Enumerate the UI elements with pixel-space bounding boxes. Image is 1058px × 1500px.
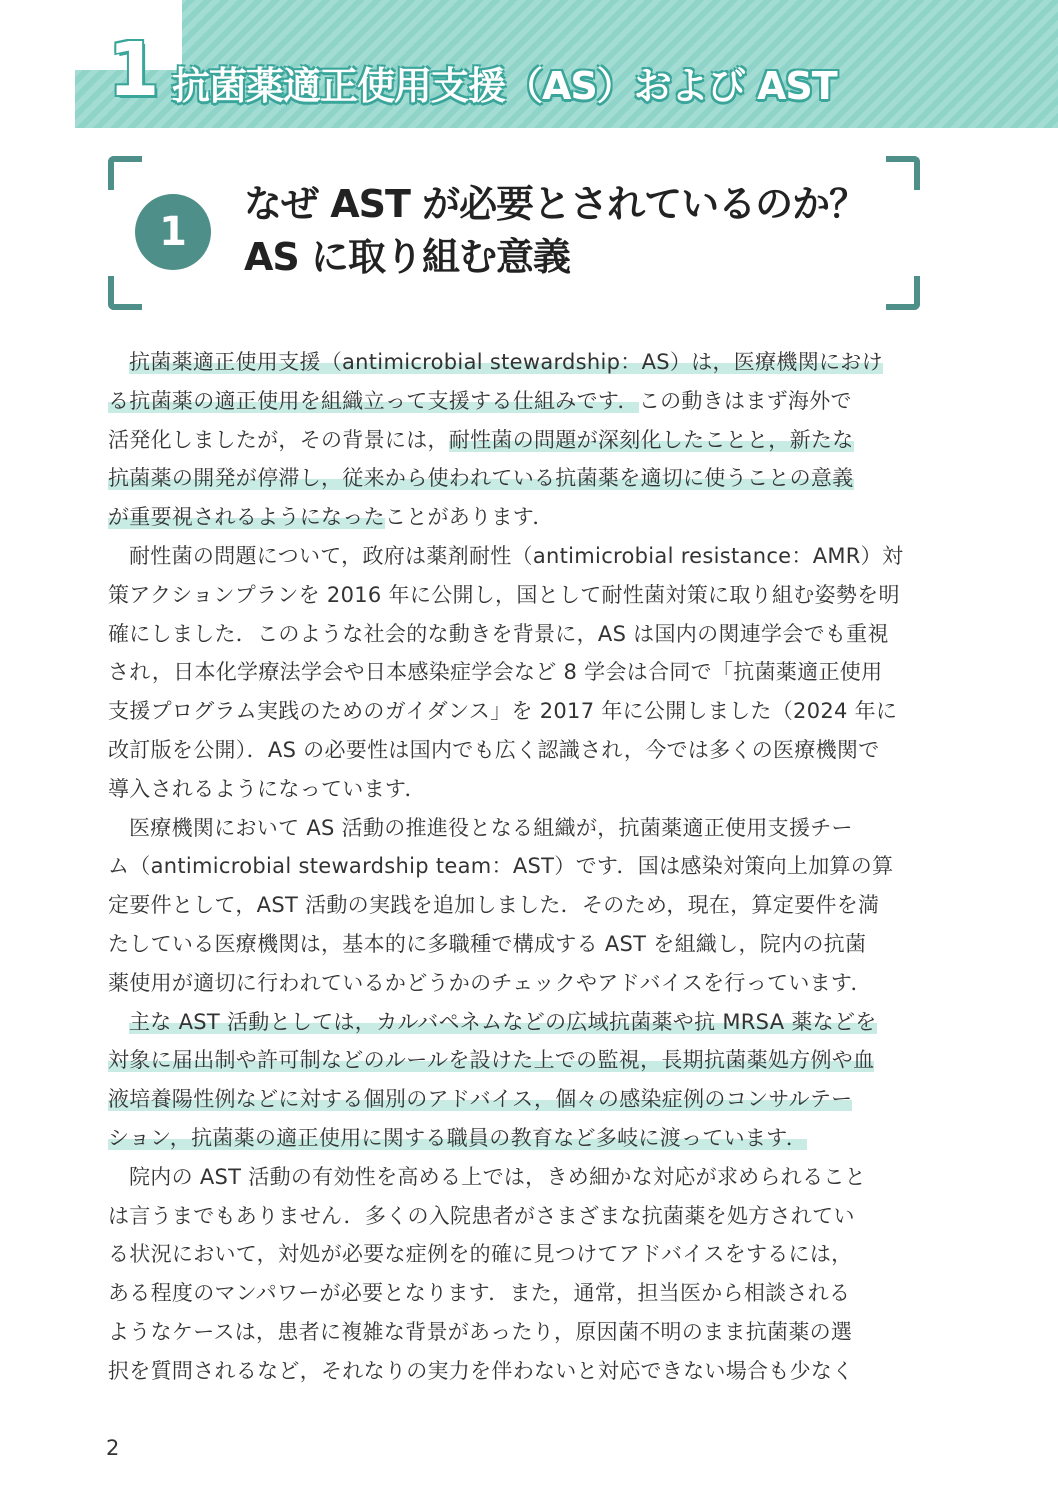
body-text-segment: 定要件として，AST 活動の実践を追加しました．そのため，現在，算定要件を満	[108, 893, 880, 918]
frame-corner-top-right	[886, 156, 920, 190]
body-text-segment: 策アクションプランを 2016 年に公開し，国として耐性菌対策に取り組む姿勢を明	[108, 582, 900, 607]
body-line	[108, 537, 920, 576]
body-line	[108, 653, 920, 692]
body-line	[108, 964, 920, 1003]
body-text-segment: は言うまでもありません．多くの入院患者がさまざまな抗菌薬を処方されてい	[108, 1203, 855, 1228]
body-line	[108, 1158, 920, 1197]
body-text	[108, 343, 920, 1391]
body-line	[108, 421, 920, 460]
body-text-segment: 改訂版を公開）．AS の必要性は国内でも広く認識され，今では多くの医療機関で	[108, 737, 880, 762]
chapter-title: 抗菌薬適正使用支援（AS）および AST	[172, 64, 837, 108]
section-number-badge: 1	[135, 194, 211, 270]
body-text-segment: 耐性菌の問題について，政府は薬剤耐性（antimicrobial resistance：AMR）対	[129, 543, 904, 568]
highlighted-text: 抗菌薬の開発が停滞し，従来から使われている抗菌薬を適切に使うことの意義	[108, 466, 854, 491]
body-line	[108, 692, 920, 731]
body-text-segment: ことがあります．	[384, 505, 554, 530]
body-text-segment: 支援プログラム実践のためのガイダンス」を 2017 年に公開しました（2024 年に	[108, 699, 898, 724]
body-text-segment: ようなケースは，患者に複雑な背景があったり，原因菌不明のまま抗菌薬の選	[108, 1319, 853, 1344]
body-line	[108, 770, 920, 809]
body-text-segment: 薬使用が適切に行われているかどうかのチェックやアドバイスを行っています．	[108, 970, 872, 995]
highlighted-text: 対象に届出制や許可制などのルールを設けた上での監視，長期抗菌薬処方例や血	[108, 1048, 875, 1073]
body-line	[108, 382, 920, 421]
body-text-segment: 択を質問されるなど，それなりの実力を伴わないと対応できない場合も少なく	[108, 1358, 854, 1383]
highlighted-text: 主な AST 活動としては，カルバペネムなどの広域抗菌薬や抗 MRSA 薬などを	[129, 1009, 877, 1034]
body-line	[108, 1313, 920, 1352]
body-line	[108, 615, 920, 654]
body-line	[108, 1119, 920, 1158]
body-line	[108, 459, 920, 498]
body-text-segment: 導入されるようになっています．	[108, 776, 426, 801]
body-line	[108, 1274, 920, 1313]
body-text-segment: この動きはまず海外で	[638, 388, 852, 413]
body-line	[108, 498, 920, 537]
body-text-segment: ム（antimicrobial stewardship team：AST）です．国は感染対策向上加算の算	[108, 854, 894, 879]
body-line	[108, 809, 920, 848]
body-text-segment: ある程度のマンパワーが必要となります．また，通常，担当医から相談される	[108, 1281, 851, 1306]
body-line	[108, 1197, 920, 1236]
body-line	[108, 1352, 920, 1391]
body-line	[108, 1080, 920, 1119]
page-number: 2	[106, 1436, 120, 1460]
body-line	[108, 343, 920, 382]
body-line	[108, 886, 920, 925]
frame-corner-bottom-left	[108, 276, 142, 310]
highlighted-text: 液培養陽性例などに対する個別のアドバイス，個々の感染症例のコンサルテー	[108, 1087, 853, 1112]
highlighted-text: 耐性菌の問題が深刻化したことと，新たな	[448, 427, 854, 452]
body-line	[108, 731, 920, 770]
highlighted-text: る抗菌薬の適正使用を組織立って支援する仕組みです．	[108, 388, 639, 413]
body-text-segment: る状況において，対処が必要な症例を的確に見つけてアドバイスをするには，	[108, 1242, 853, 1267]
body-line	[108, 1041, 920, 1080]
frame-corner-bottom-right	[886, 276, 920, 310]
body-text-segment: 医療機関において AS 活動の推進役となる組織が，抗菌薬適正使用支援チー	[129, 815, 853, 840]
body-text-segment: 院内の AST 活動の有効性を高める上では，きめ細かな対応が求められること	[129, 1164, 866, 1189]
frame-corner-top-left	[108, 156, 142, 190]
section-title	[244, 178, 884, 284]
section-title-line-2: AS に取り組む意義	[244, 235, 571, 279]
body-text-segment: され，日本化学療法学会や日本感染症学会など 8 学会は合同で「抗菌薬適正使用	[108, 660, 883, 685]
body-text-segment: 活発化しましたが，その背景には，	[108, 427, 449, 452]
highlighted-text: 抗菌薬適正使用支援（antimicrobial stewardship：AS）は，医療機関におけ	[129, 350, 883, 374]
body-text-segment: たしている医療機関は，基本的に多職種で構成する AST を組織し，院内の抗菌	[108, 931, 867, 956]
body-line	[108, 576, 920, 615]
body-line	[108, 847, 920, 886]
chapter-number: 1	[108, 27, 160, 113]
highlighted-text: が重要視されるようになった	[108, 505, 385, 530]
highlighted-text: ション，抗菌薬の適正使用に関する職員の教育など多岐に渡っています．	[108, 1125, 808, 1150]
section-title-line-1: なぜ AST が必要とされているのか？	[244, 182, 867, 226]
body-line	[108, 1003, 920, 1042]
body-line	[108, 925, 920, 964]
body-text-segment: 確にしました．このような社会的な動きを背景に，AS は国内の関連学会でも重視	[108, 621, 889, 646]
body-line	[108, 1235, 920, 1274]
